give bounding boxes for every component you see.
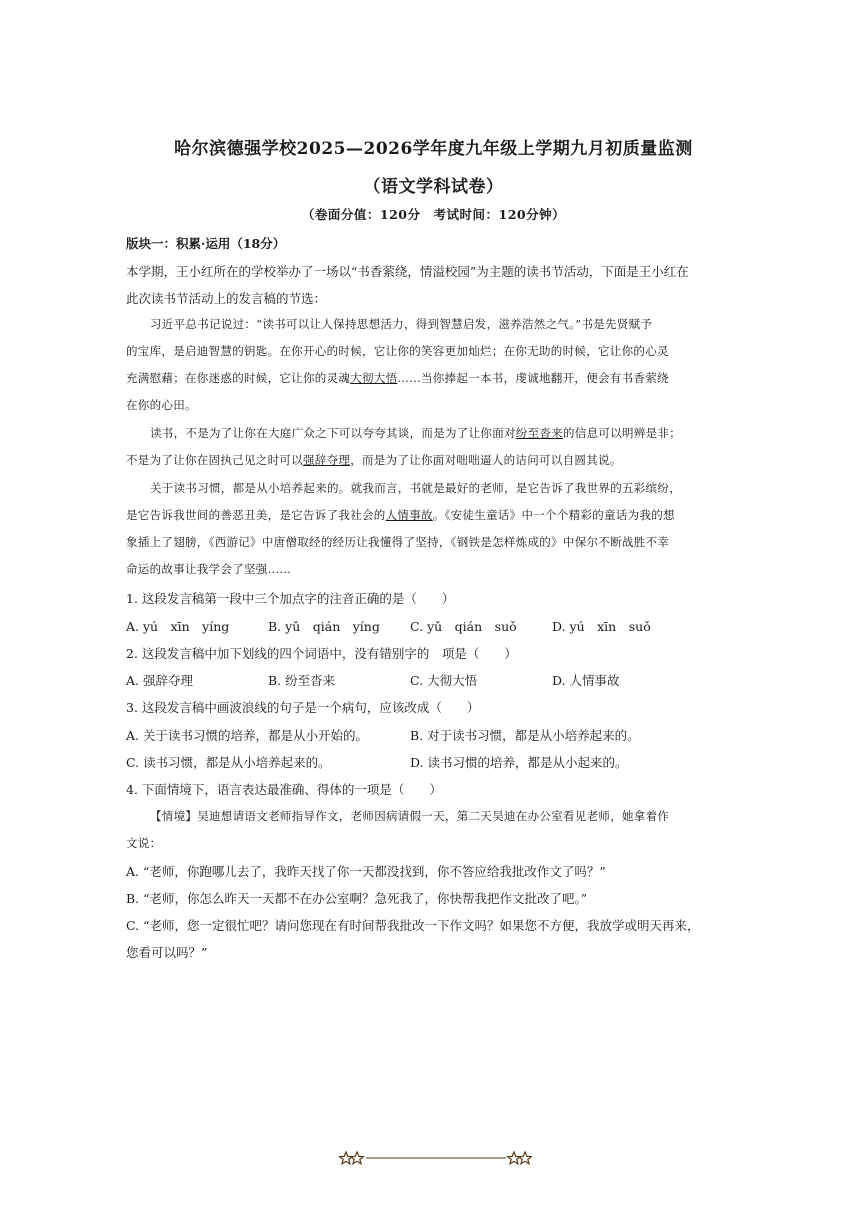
question-2-stem: 2. 这段发言稿中加下划线的四个词语中，没有错别字的 项是（ ） <box>126 646 517 661</box>
question-1-stem: 1. 这段发言稿第一段中三个加点字的注音正确的是（ ） <box>126 591 455 606</box>
question-3-stem: 3. 这段发言稿中画波浪线的句子是一个病句，应该改成（ ） <box>126 700 480 715</box>
exam-info: （卷面分值：120分 考试时间：120分钟） <box>301 207 566 222</box>
q1-option-b[interactable]: B. yǔ qián yíng <box>268 619 380 634</box>
q2-option-c[interactable]: C. 大彻大悟 <box>410 673 478 688</box>
exam-subtitle: （语文学科试卷） <box>363 177 504 197</box>
underlined-word: 强辞夺理 <box>303 453 351 467</box>
passage-line: 象插上了翅膀，《西游记》中唐僧取经的经历让我懂得了坚持，《钢铁是怎样炼成的》中保尔不断战胜不幸 <box>126 535 670 549</box>
q4-option-c[interactable]: C. “老师，您一定很忙吧？请问您现在有时间帮我批改一下作文吗？如果您不方便，我放学或明天再来， <box>126 918 700 933</box>
passage-text: 。《安徒生童话》中一个个精彩的童话为我的想 <box>432 508 675 522</box>
passage-text: ，而是为了让你面对咄咄逼人的诘问可以自圆其说。 <box>350 453 622 467</box>
underlined-word: 人情事故 <box>385 508 433 522</box>
passage-line: 命运的故事让我学会了坚强…… <box>126 562 292 576</box>
q4-context: 【情境】吴迪想请语文老师指导作文，老师因病请假一天，第二天吴迪在办公室看见老师，她拿着作 <box>150 809 670 823</box>
q2-option-a[interactable]: A. 强辞夺理 <box>126 673 193 688</box>
q3-option-c[interactable]: C. 读书习惯，都是从小培养起来的。 <box>126 755 331 770</box>
q4-option-a[interactable]: A. “老师，你跑哪儿去了，我昨天找了你一天都没找到，你不答应给我批改作文了吗？” <box>126 864 606 879</box>
passage-text: 充满慰藉；在你迷惑的时候，它让你的灵魂 <box>126 371 351 385</box>
q2-option-b[interactable]: B. 纷至沓来 <box>268 673 336 688</box>
underlined-word: 大彻大悟 <box>350 371 398 385</box>
passage-line <box>150 425 681 441</box>
passage-line: 关于读书习惯，都是从小培养起来的。就我而言，书就是最好的老师，是它告诉了我世界的五彩缤纷， <box>150 481 681 495</box>
passage-text: 读书，不是为了让你在大庭广众之下可以夸夸其谈，而是为了让你面对 <box>150 426 516 440</box>
q2-option-d[interactable]: D. 人情事故 <box>552 673 620 688</box>
question-4-stem: 4. 下面情境下，语言表达最准确、得体的一项是（ ） <box>126 782 442 797</box>
q1-option-d[interactable]: D. yú xīn suǒ <box>552 619 651 634</box>
q4-option-b[interactable]: B. “老师，你怎么昨天一天都不在办公室啊？急死我了，你快帮我把作文批改了吧。” <box>126 891 588 906</box>
passage-line <box>126 452 622 468</box>
q3-option-a[interactable]: A. 关于读书习惯的培养，都是从小开始的。 <box>126 728 368 743</box>
passage-line <box>126 370 669 386</box>
section-heading: 版块一：积累·运用（18分） <box>126 236 286 251</box>
underlined-word: 纷至沓来 <box>515 426 563 440</box>
q1-option-c[interactable]: C. yǔ qián suǒ <box>410 619 517 634</box>
passage-text: 是它告诉我世间的善恶丑美，是它告诉了我社会的 <box>126 508 386 522</box>
footer-ornament <box>338 1150 532 1166</box>
q3-option-b[interactable]: B. 对于读书习惯，都是从小培养起来的。 <box>410 728 640 743</box>
q4-context: 文说： <box>126 836 162 850</box>
passage-line: 的宝库，是启迪智慧的钥匙。在你开心的时候，它让你的笑容更加灿烂；在你无助的时候，它让你的心灵 <box>126 344 669 358</box>
intro-line: 此次读书节活动上的发言稿的节选： <box>126 291 327 306</box>
q1-option-a[interactable]: A. yú xīn yíng <box>126 619 230 634</box>
q3-option-d[interactable]: D. 读书习惯的培养，都是从小起来的。 <box>410 755 628 770</box>
passage-line: 习近平总书记说过：“读书可以让人保持思想活力，得到智慧启发，滋养浩然之气。”书是先贤赋予 <box>150 317 653 331</box>
passage-text: ……当你捧起一本书，虔诚地翻开，便会有书香萦绕 <box>397 371 669 385</box>
exam-title: 哈尔滨德强学校2025—2026学年度九年级上学期九月初质量监测 <box>174 139 693 159</box>
passage-line: 在你的心田。 <box>126 398 197 412</box>
q4-option-c-cont: 您看可以吗？” <box>126 945 208 960</box>
intro-line: 本学期，王小红所在的学校举办了一场以“书香萦绕，情溢校园”为主题的读书节活动，下面是王小红在 <box>126 264 689 279</box>
passage-text: 的信息可以明辨是非； <box>563 426 681 440</box>
passage-text: 不是为了让你在固执己见之时可以 <box>126 453 303 467</box>
star-line-icon <box>338 1150 532 1166</box>
passage-line <box>126 507 675 523</box>
